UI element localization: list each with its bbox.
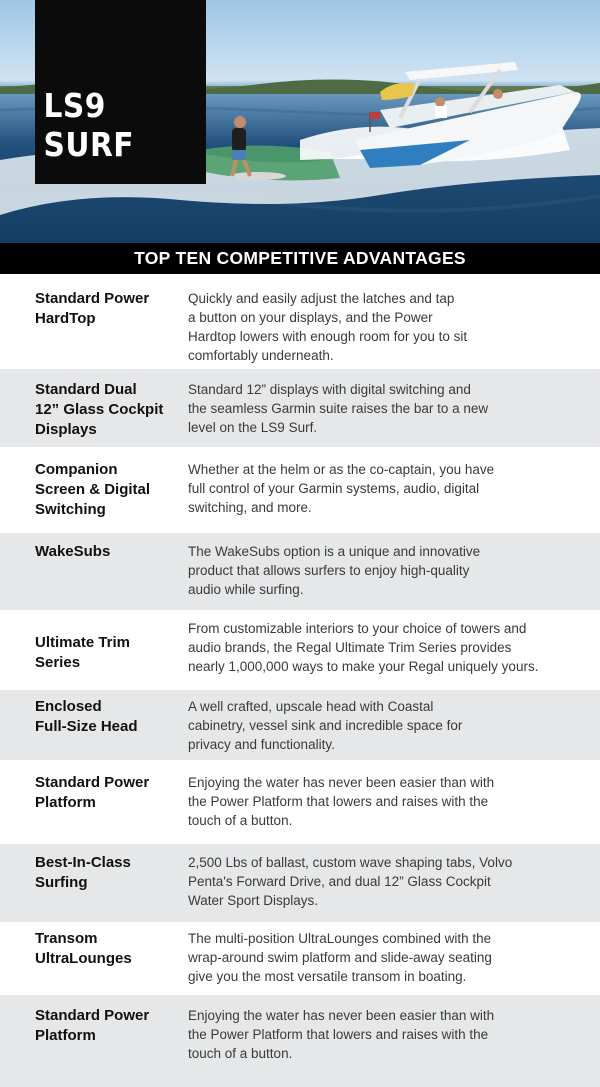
- hero-photo: [0, 0, 600, 243]
- advantage-description: Quickly and easily adjust the latches and tap a button on your displays, and the Power Hardtop lowers with enough room for you to sit comfortably underneath.: [188, 291, 468, 363]
- advantage-description: A well crafted, upscale head with Coastal cabinetry, vessel sink and incredible space for privacy and functionality.: [188, 699, 463, 752]
- advantage-title: Standard Power Platform: [35, 1007, 150, 1044]
- advantage-title: Transom UltraLounges: [35, 930, 132, 967]
- advantage-row: [0, 610, 600, 690]
- advantage-row: [0, 844, 600, 922]
- advantage-title: Companion Screen & Digital Switching: [35, 461, 151, 518]
- advantage-description: Enjoying the water has never been easier than with the Power Platform that lowers and raises with the touch of a button.: [188, 775, 495, 828]
- advantage-row: [0, 274, 600, 369]
- advantage-title: Standard Dual 12” Glass Cockpit Displays: [35, 381, 164, 438]
- advantage-description: The multi-position UltraLounges combined with the wrap-around swim platform and slide-away seating give you the most versatile transom in boating.: [188, 931, 492, 984]
- model-name: LS9 SURF: [43, 86, 135, 164]
- advantage-row: [0, 447, 600, 533]
- advantage-description: From customizable interiors to your choice of towers and audio brands, the Regal Ultimate Trim Series provides nearly 1,000,000 ways to make your Regal uniquely yours.: [188, 621, 539, 674]
- advantages-list: [0, 274, 600, 1087]
- advantage-row: [0, 690, 600, 760]
- advantage-title: Standard Power Platform: [35, 774, 150, 811]
- section-title: TOP TEN COMPETITIVE ADVANTAGES: [134, 248, 466, 268]
- advantage-row: [0, 369, 600, 447]
- advantage-title: Best-In-Class Surfing: [35, 854, 131, 891]
- advantage-title: WakeSubs: [35, 543, 111, 560]
- section-title-band: [0, 243, 600, 274]
- advantage-description: 2,500 Lbs of ballast, custom wave shaping tabs, Volvo Penta's Forward Drive, and dual 12” Glass Cockpit Water Sport Displays.: [188, 855, 513, 908]
- advantage-row: [0, 995, 600, 1087]
- advantage-description: Enjoying the water has never been easier than with the Power Platform that lowers and raises with the touch of a button.: [188, 1008, 495, 1061]
- advantage-description: The WakeSubs option is a unique and innovative product that allows surfers to enjoy high-quality audio while surfing.: [188, 544, 481, 597]
- advantage-title: Enclosed Full-Size Head: [35, 698, 138, 735]
- model-badge: [35, 0, 206, 184]
- advantage-description: Standard 12” displays with digital switching and the seamless Garmin suite raises the bar to a new level on the LS9 Surf.: [188, 382, 489, 435]
- advantage-row: [0, 760, 600, 844]
- advantage-row: [0, 533, 600, 610]
- advantage-description: Whether at the helm or as the co-captain, you have full control of your Garmin systems, audio, digital switching, and more.: [188, 462, 495, 515]
- advantage-title: Standard Power HardTop: [35, 290, 150, 327]
- advantage-title: Ultimate Trim Series: [35, 634, 131, 671]
- advantage-row: [0, 922, 600, 995]
